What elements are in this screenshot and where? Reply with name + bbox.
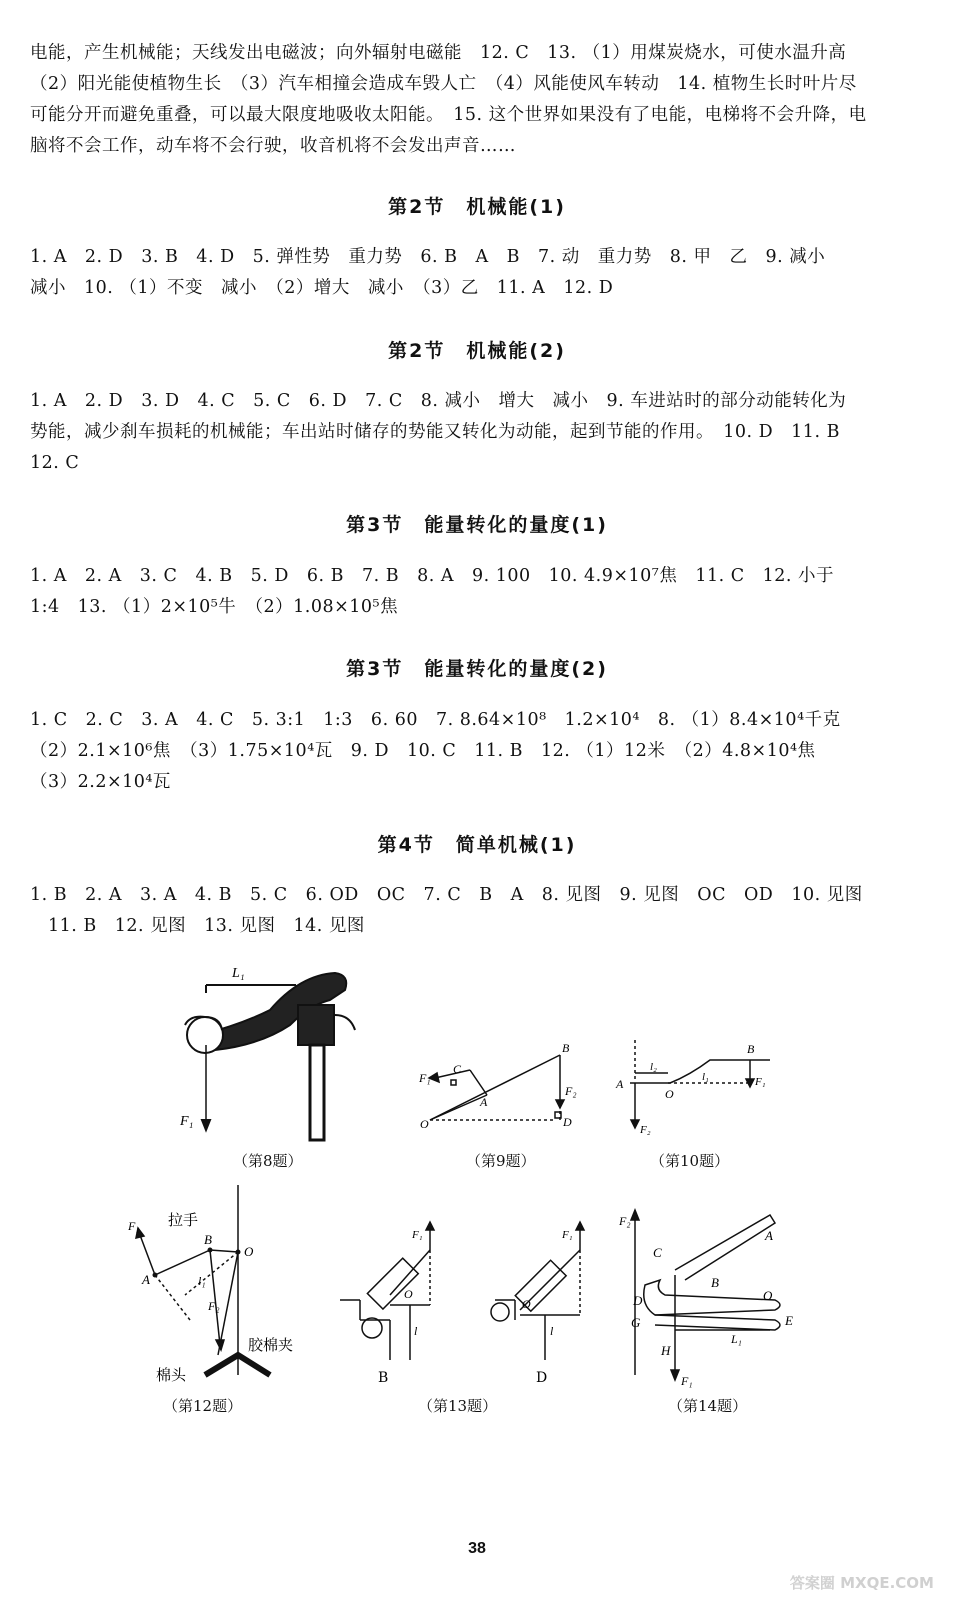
label-G: G	[631, 1315, 641, 1330]
answer-block	[30, 386, 930, 479]
answer-line: 1. B 2. A 3. A 4. B 5. C 6. OD OC 7. C B A 8. 见图 9. 见图 OC OD 10. 见图	[30, 885, 863, 905]
label-B: B	[747, 1042, 755, 1056]
answer-line: 1. A 2. A 3. C 4. B 5. D 6. B 7. B 8. A 9. 100 10. 4.9×10⁷焦 11. C 12. 小于	[30, 566, 834, 586]
label-D: D	[536, 1370, 548, 1386]
intro-line-4: 脑将不会工作，动车将不会行驶，收音机将不会发出声音……	[30, 136, 516, 156]
figure-10-caption: （第10题）	[650, 1152, 730, 1170]
intro-paragraph	[30, 38, 930, 162]
label-D: D	[633, 1293, 643, 1308]
answer-line: 势能，减少刹车损耗的机械能；车出站时储存的势能又转化为动能，起到节能的作用。 10. D 11. B	[30, 422, 840, 442]
label-B: B	[204, 1232, 212, 1247]
answer-line: 1. A 2. D 3. D 4. C 5. C 6. D 7. C 8. 减小 增大 减小 9. 车进站时的部分动能转化为	[30, 391, 847, 411]
label-L1: L₁	[731, 1332, 742, 1346]
label-F1-right: F₁	[562, 1229, 573, 1241]
label-L1: L₁	[232, 966, 245, 981]
figure-13-diagram	[330, 1220, 600, 1390]
answer-block	[30, 242, 930, 304]
page-number: 38	[468, 1540, 486, 1557]
label-F1: F₁	[128, 1219, 140, 1233]
label-F1: F₁	[412, 1229, 423, 1241]
label-A: A	[480, 1095, 488, 1109]
label-F2: F₂	[208, 1299, 220, 1313]
answer-line: 1:4 13. （1）2×10⁵牛 （2）1.08×10⁵焦	[30, 597, 399, 617]
label-A: A	[142, 1272, 150, 1287]
figure-8-caption: （第8题）	[233, 1152, 303, 1170]
answer-line: 减小 10. （1）不变 减小 （2）增大 减小 （3）乙 11. A 12. D	[30, 278, 614, 298]
answer-block	[30, 705, 930, 798]
label-l2: l₂	[650, 1061, 657, 1073]
figure-14-diagram	[615, 1205, 805, 1395]
figure-10-diagram	[610, 1035, 780, 1135]
label-A: A	[765, 1228, 773, 1243]
label-D: D	[563, 1115, 572, 1129]
answer-block	[30, 561, 930, 623]
label-B: B	[711, 1275, 719, 1290]
section-title: 第2节 机械能(2)	[388, 340, 566, 362]
watermark-logo: 答案圈 MXQE.COM	[789, 1574, 934, 1592]
label-l-right: l	[550, 1324, 554, 1338]
label-O: O	[665, 1087, 674, 1101]
label-H: H	[661, 1343, 671, 1358]
figure-9-diagram	[415, 1040, 585, 1135]
label-O: O	[404, 1287, 413, 1301]
label-F2: F₂	[619, 1214, 631, 1228]
answer-line: 11. B 12. 见图 13. 见图 14. 见图	[30, 916, 365, 936]
answer-block	[30, 880, 930, 942]
label-l: l	[414, 1324, 418, 1338]
section-title: 第2节 机械能(1)	[388, 196, 566, 218]
label-C: C	[453, 1062, 462, 1076]
label-E: E	[785, 1313, 793, 1328]
section-title: 第3节 能量转化的量度(1)	[346, 514, 608, 536]
label-clip: 胶棉夹	[248, 1336, 294, 1354]
label-handle: 拉手	[168, 1211, 199, 1229]
figure-9-caption: （第9题）	[466, 1152, 536, 1170]
label-O-right: O	[522, 1297, 531, 1311]
answer-line: （3）2.2×10⁴瓦	[30, 772, 171, 792]
label-F2: F₂	[640, 1124, 651, 1135]
label-F1: F₁	[180, 1114, 194, 1129]
label-head: 棉头	[156, 1366, 187, 1384]
figure-12-caption: （第12题）	[163, 1397, 243, 1415]
label-C: C	[653, 1245, 662, 1260]
label-B: B	[378, 1370, 389, 1386]
figure-12-diagram	[120, 1180, 320, 1395]
figure-13-caption: （第13题）	[418, 1397, 498, 1415]
label-F1: F₁	[755, 1076, 766, 1088]
section-title: 第4节 简单机械(1)	[377, 834, 577, 856]
answer-line: （2）2.1×10⁶焦 （3）1.75×10⁴瓦 9. D 10. C 11. B 12. （1）12米 （2）4.8×10⁴焦	[30, 741, 816, 761]
label-O: O	[244, 1244, 254, 1259]
label-O: O	[420, 1117, 429, 1131]
label-F1: F₁	[419, 1071, 431, 1085]
label-A: A	[616, 1077, 624, 1091]
label-O: O	[763, 1288, 773, 1303]
intro-line-2: （2）阳光能使植物生长 （3）汽车相撞会造成车毁人亡 （4）风能使风车转动 14. 植物生长时叶片尽	[30, 74, 857, 94]
answer-line: 1. C 2. C 3. A 4. C 5. 3:1 1:3 6. 60 7. 8.64×10⁸ 1.2×10⁴ 8. （1）8.4×10⁴千克	[30, 710, 841, 730]
answer-line: 12. C	[30, 453, 80, 473]
answer-line: 1. A 2. D 3. B 4. D 5. 弹性势 重力势 6. B A B 7. 动 重力势 8. 甲 乙 9. 减小	[30, 247, 826, 267]
label-l1: l₁	[198, 1274, 206, 1288]
label-F1: F₁	[681, 1374, 693, 1388]
intro-line-1: 电能，产生机械能；天线发出电磁波；向外辐射电磁能 12. C 13. （1）用煤炭烧水，可使水温升高	[30, 43, 847, 63]
figure-8-diagram	[160, 955, 380, 1145]
label-l1: l₁	[702, 1071, 709, 1083]
figure-14-caption: （第14题）	[668, 1397, 748, 1415]
section-title: 第3节 能量转化的量度(2)	[346, 658, 608, 680]
label-B: B	[562, 1041, 570, 1055]
intro-line-3: 可能分开而避免重叠，可以最大限度地吸收太阳能。 15. 这个世界如果没有了电能，电梯将不会升降，电	[30, 105, 867, 125]
label-F2: F₂	[565, 1084, 577, 1098]
